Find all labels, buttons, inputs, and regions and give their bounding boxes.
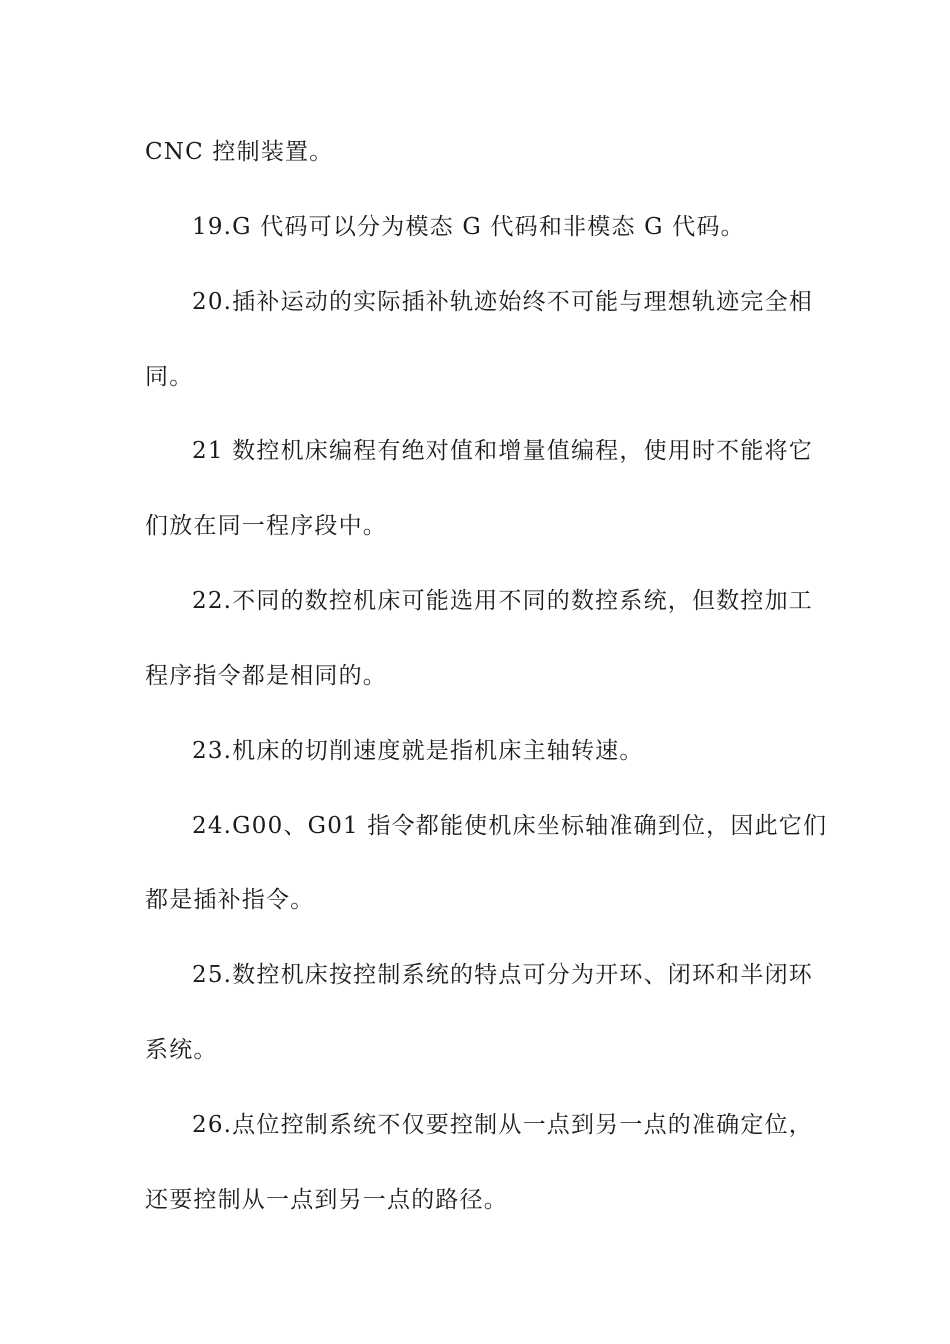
text-line-item-25: 25.数控机床按控制系统的特点可分为开环、闭环和半闭环 (192, 962, 813, 988)
text-line-item-23: 23.机床的切削速度就是指机床主轴转速。 (192, 738, 644, 764)
text-line-item-24-continuation: 都是插补指令。 (145, 887, 315, 913)
text-line-item-25-continuation: 系统。 (145, 1037, 218, 1063)
text-line-item-21-continuation: 们放在同一程序段中。 (145, 513, 387, 539)
text-line-item-20: 20.插补运动的实际插补轨迹始终不可能与理想轨迹完全相 (192, 289, 813, 315)
text-line-item-22: 22.不同的数控机床可能选用不同的数控系统，但数控加工 (192, 588, 813, 614)
text-line-item-24: 24.G00、G01 指令都能使机床坐标轴准确到位，因此它们 (192, 813, 828, 839)
text-line-item-20-continuation: 同。 (145, 364, 194, 390)
text-line-item-26-continuation: 还要控制从一点到另一点的路径。 (145, 1187, 508, 1213)
text-line-item-22-continuation: 程序指令都是相同的。 (145, 663, 387, 689)
text-line-cnc-continuation: CNC 控制装置。 (145, 139, 334, 165)
text-line-item-21: 21 数控机床编程有绝对值和增量值编程，使用时不能将它 (192, 438, 813, 464)
text-line-item-26: 26.点位控制系统不仅要控制从一点到另一点的准确定位， (192, 1112, 813, 1138)
text-line-item-19: 19.G 代码可以分为模态 G 代码和非模态 G 代码。 (192, 214, 745, 240)
